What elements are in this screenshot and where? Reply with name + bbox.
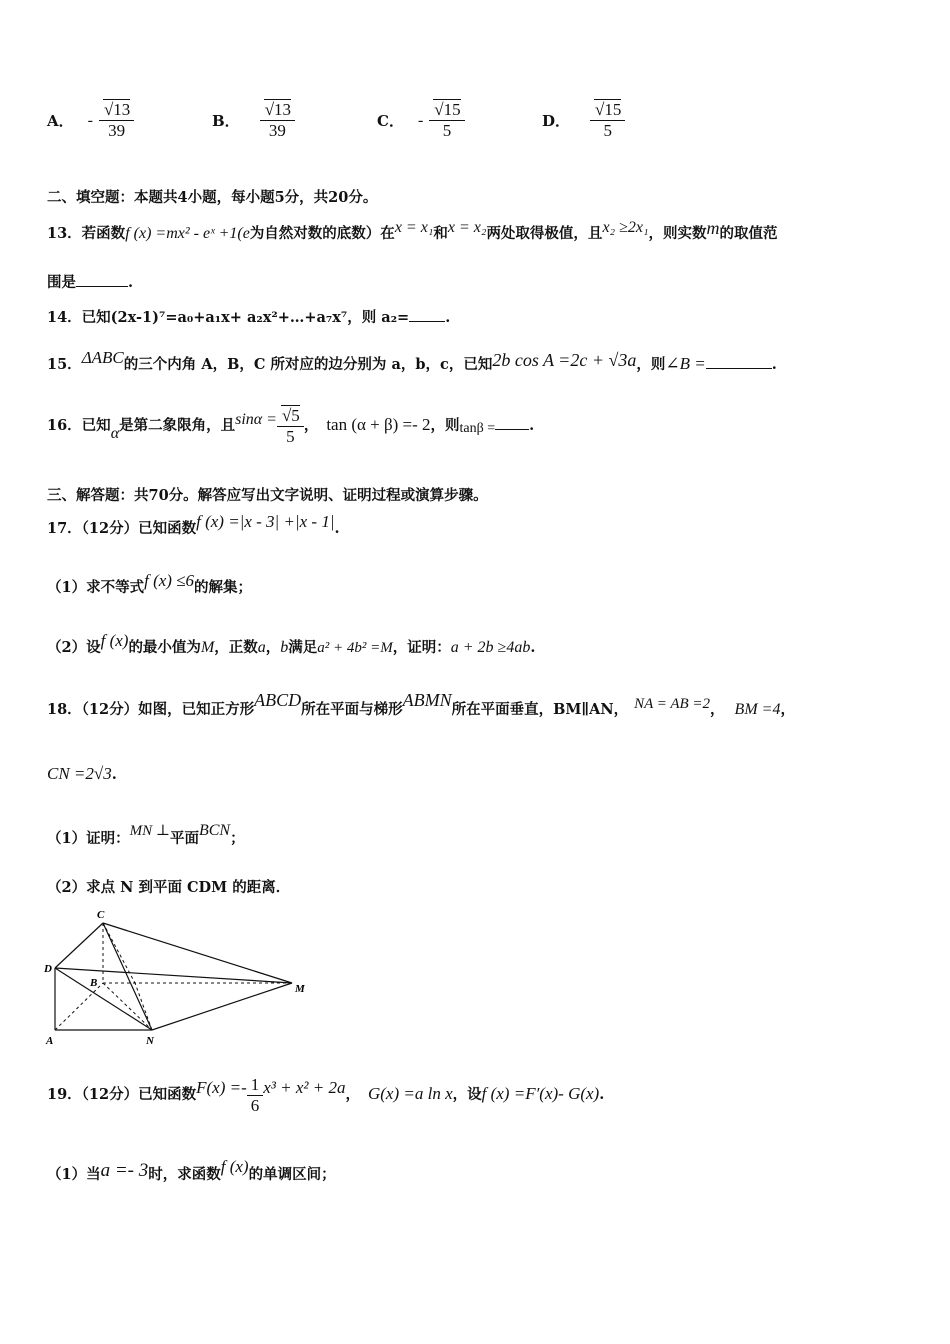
option-b [212,100,295,141]
q17-end: . [530,639,536,656]
q16-end: . [529,417,535,434]
q13-condition: x₂ ≥2x₁ [602,219,649,236]
q17-text: 满足 [288,639,318,656]
q16-text: 是第二象限角，且 [119,417,236,434]
q18-condition: CN =2√3 [47,764,112,783]
fraction-numerator: √15 [595,100,622,119]
q17-text: 的解集； [194,579,253,596]
q18-figure [40,905,315,1050]
q17-inequality: a + 2b ≥4ab [450,639,531,656]
q19-a: a =- 3 [100,1160,149,1181]
q18-text: 所在平面与梯形 [301,701,403,718]
option-c [377,100,465,141]
q13-text: 的取值范 [719,225,778,242]
q13-text: 围是 [47,274,76,291]
q18-end: . [111,766,117,783]
q16-tanbeta: tanβ = [459,421,496,436]
q13-number: 13．若函数 [47,225,126,242]
q19-text: ，设 [452,1086,482,1103]
option-d [542,100,625,141]
q17-text: ， [265,639,281,656]
q17-function: f (x) [100,631,129,650]
q18-square: ABCD [254,690,302,710]
question-19-part1 [47,1157,336,1185]
edge-AB [55,983,103,1030]
q13-text: 两处取得极值，且 [486,225,603,242]
q16-text: ，则 [430,417,460,434]
q19-end: . [599,1086,605,1103]
fraction-numerator: √13 [103,100,131,119]
q17-b: b [280,639,289,656]
option-label: B． [212,112,240,130]
q19-G: G(x) =a ln x [367,1084,453,1103]
q18-text: 平面 [169,830,199,847]
option-fraction [260,100,295,141]
q17-text: （1）求不等式 [47,579,145,596]
q17-end: . [334,520,340,537]
q19-text: 的单调区间； [248,1166,336,1183]
question-19 [47,1071,604,1118]
q17-text: ，证明： [392,639,451,656]
question-18 [47,690,795,720]
q13-end: . [128,274,134,291]
edge-CM [103,923,292,983]
q18-heading: 18．（12分）如图，已知正方形 [47,701,255,718]
point-label-M: M [295,983,305,995]
q18-plane: BCN [198,822,231,839]
q18-condition: NA = AB =2 [634,696,711,712]
question-13 [47,218,778,244]
q18-trapezoid: ABMN [402,690,452,710]
q18-text: （1）证明： [47,830,130,847]
q19-F-rest: x³ + x² + 2a [263,1078,346,1097]
fraction-denominator: 39 [268,121,286,140]
q19-heading: 19．（12分）已知函数 [47,1086,197,1103]
answer-blank[interactable] [706,368,772,369]
edge-BN [103,983,152,1030]
q16-sin: sinα = [235,411,277,428]
q17-function: f (x) =|x - 3| +|x - 1| [196,512,335,531]
fraction-numerator: √13 [264,100,292,119]
point-label-B: B [90,977,98,989]
question-15 [47,348,777,375]
fraction-denominator: 5 [442,121,452,140]
q16-fraction [277,406,304,447]
fraction-numerator: 1 [247,1075,264,1096]
option-a [47,100,134,141]
q15-equation: 2b cos A =2c + √3a [492,350,637,370]
q13-x1: x = x₁ [394,219,434,236]
q19-text: 时，求函数 [148,1166,221,1183]
q16-text: ， [303,417,319,434]
q13-text: 为自然对数的底数）在 [249,225,395,242]
q17-a: a [257,639,266,656]
answer-blank[interactable] [76,286,128,287]
question-18-part2: （2）求点 N 到平面 CDM 的距离． [47,879,291,896]
fraction-denominator: 5 [603,121,612,140]
q19-F: F(x) =- [196,1078,247,1097]
q18-text: ， [710,701,725,718]
answer-blank[interactable] [495,429,529,430]
q18-perp: MN ⊥ [129,823,170,839]
option-label: A． [47,112,74,130]
fraction-numerator: √15 [434,100,461,119]
q17-M: M [200,639,215,656]
q16-number: 16．已知 [47,417,111,434]
point-label-C: C [97,909,105,921]
q17-inequality: f (x) ≤6 [144,571,195,590]
point-label-D: D [44,963,52,975]
question-18-part1 [47,822,245,849]
q17-text: 的最小值为 [128,639,201,656]
option-fraction [590,100,625,141]
q18-text: 所在平面垂直，BM∥AN， [451,701,629,718]
edge-NM [152,983,292,1030]
option-sign: - [87,111,93,129]
option-label: D． [542,112,571,130]
question-17-part1 [47,571,253,598]
edge-DC [55,923,103,968]
q15-triangle: ΔABC [81,348,124,367]
q15-angle: ∠B = [665,354,706,373]
option-fraction [429,100,464,141]
fraction-denominator: 6 [250,1095,260,1115]
question-13-line2 [47,273,133,293]
question-18-line2 [47,764,117,785]
q15-number: 15． [47,356,82,373]
q16-alpha: α [110,425,120,442]
q15-text: 的三个内角 A，B，C 所对应的边分别为 a，b，c，已知 [123,356,493,373]
q18-text: ， [780,701,795,718]
q13-text: ，则实数 [648,225,707,242]
answer-blank[interactable] [409,321,445,322]
q18-text: ； [230,830,245,847]
question-17-part2 [47,631,536,658]
option-sign: - [417,111,424,129]
question-16 [47,402,534,450]
edge-NM2 [135,983,152,1030]
q16-tan: tan (α + β) =- 2 [326,415,431,434]
q13-m: m [706,218,720,238]
q19-text: （1）当 [47,1166,101,1183]
question-17 [47,512,340,539]
q17-text: ，正数 [214,639,258,656]
q13-text: 和 [433,225,448,242]
section-solutions-heading: 三、解答题：共70分。解答应写出文字说明、证明过程或演算步骤。 [47,487,488,504]
q15-end: . [771,356,777,373]
q13-x2: x = x₂ [447,219,487,236]
q17-condition: a² + 4b² =M [317,640,393,656]
option-label: C． [377,112,404,130]
q15-text: ，则 [636,356,666,373]
q17-heading: 17．（12分）已知函数 [47,520,197,537]
fraction-denominator: 39 [108,121,126,140]
q19-text: ， [345,1086,360,1103]
fraction-denominator: 5 [286,426,295,446]
question-14 [47,308,450,328]
q14-end: . [445,309,451,326]
q19-fraction [247,1075,264,1116]
q14-text: 14．已知(2x-1)⁷=a₀+a₁x+ a₂x²+…+a₇x⁷，则 a₂= [47,309,410,326]
fraction-numerator: √5 [281,405,300,425]
q19-fx: f (x) [220,1157,249,1176]
q17-text: （2）设 [47,639,101,656]
q13-function: f (x) =mx² - eˣ +1(e [125,225,250,242]
section-fill-in-heading: 二、填空题：本题共4小题，每小题5分，共20分。 [47,189,378,206]
point-label-A: A [46,1035,54,1047]
option-fraction [99,100,134,141]
q19-f: f (x) =F′(x)- G(x) [481,1084,600,1103]
q18-condition: BM =4 [734,701,781,718]
point-label-N: N [146,1035,154,1047]
